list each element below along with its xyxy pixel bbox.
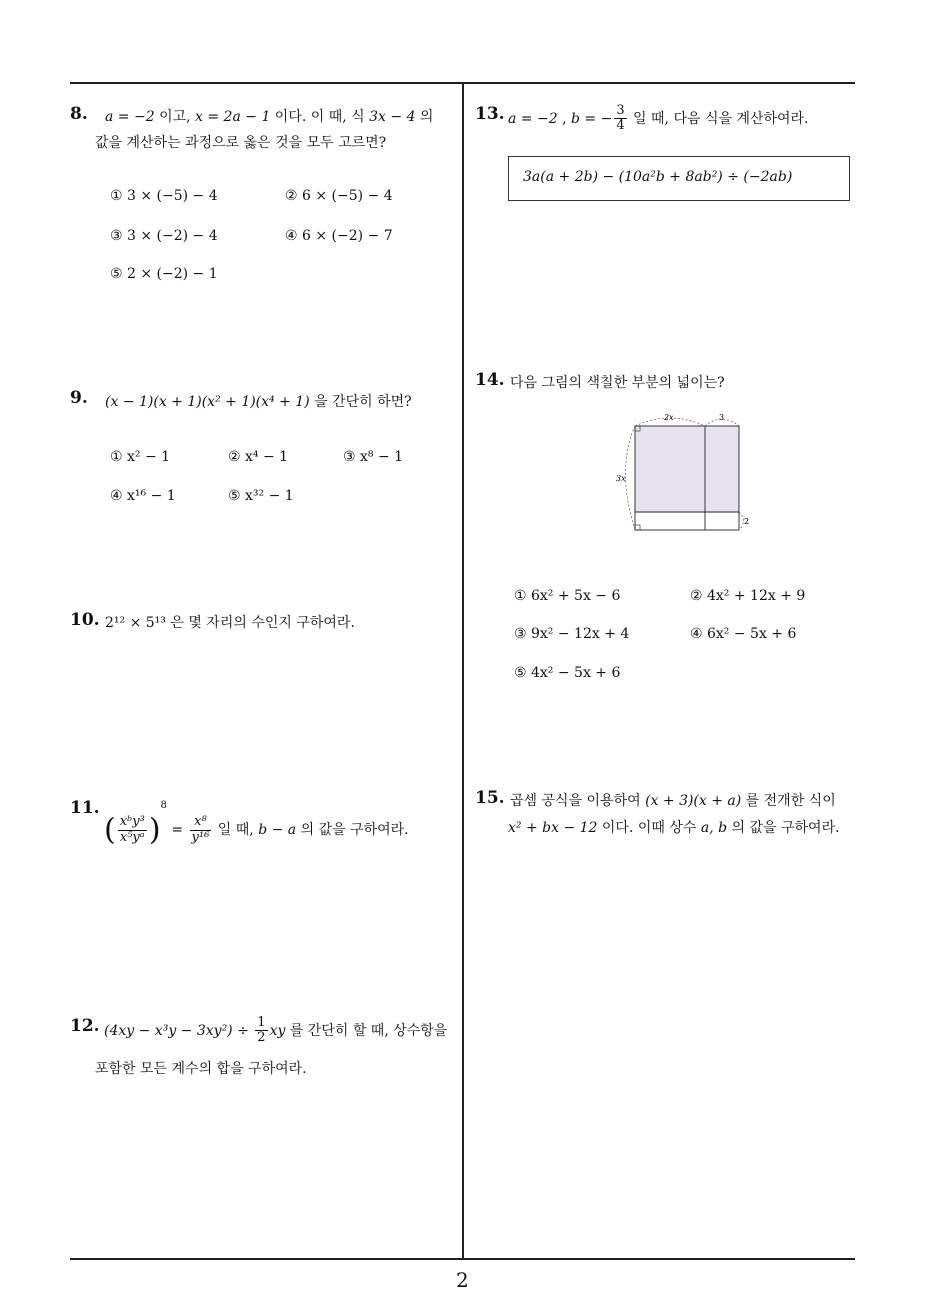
corner-mark xyxy=(635,525,640,530)
option-1[interactable]: ① 3 × (−5) − 4 xyxy=(110,188,218,204)
option-3[interactable]: ③ 9x² − 12x + 4 xyxy=(514,626,630,642)
boxed-expression: 3a(a + 2b) − (10a²b + 8ab²) ÷ (−2ab) xyxy=(523,169,793,185)
brace-right xyxy=(739,512,744,530)
question-number: 11. xyxy=(70,798,100,818)
question-text-line-1: (4xy − x³y − 3xy²) ÷ $\frac{1}{2}$ xy 를 간단히 할 때, 상수항을 xyxy=(104,1015,448,1046)
question-number: 14. xyxy=(475,370,505,390)
label-3x: 3x xyxy=(616,474,626,483)
expression-box xyxy=(508,156,850,201)
question-number: 12. xyxy=(70,1016,100,1036)
label-2x: 2x xyxy=(664,413,674,422)
option-4[interactable]: ④ x¹⁶ − 1 xyxy=(110,488,176,504)
question-text: a = −2 , b = − $\frac{3}{4}$ 일 때, 다음 식을 계산하여라. xyxy=(508,103,809,134)
question-text: 다음 그림의 색칠한 부분의 넓이는? xyxy=(510,375,725,391)
question-text-line-2: 값을 계산하는 과정으로 옳은 것을 모두 고르면? xyxy=(95,135,387,151)
question-number: 10. xyxy=(70,610,100,630)
question-text-line-2: x² + bx − 12 이다. 이때 상수 a, b 의 값을 구하여라. xyxy=(508,820,840,836)
option-3[interactable]: ③ 3 × (−2) − 4 xyxy=(110,228,218,244)
question-number: 13. xyxy=(475,104,505,124)
option-5[interactable]: ⑤ 2 × (−2) − 1 xyxy=(110,266,218,282)
question-text: ( $\frac{\text{xᵇy³}}{\text{x⁵yᵃ}}$ )$^8$ = $\frac{\text{x⁸}}{\text{y¹⁶}}$ 일 때, b − a 의 값을 구하여라. xyxy=(104,800,409,848)
option-1[interactable]: ① 6x² + 5x − 6 xyxy=(514,588,621,604)
page-number: 2 xyxy=(456,1268,469,1292)
brace-left xyxy=(626,426,636,530)
option-4[interactable]: ④ 6 × (−2) − 7 xyxy=(285,228,393,244)
figure-rectangle xyxy=(612,408,752,533)
option-2[interactable]: ② 4x² + 12x + 9 xyxy=(690,588,806,604)
question-text: (x − 1)(x + 1)(x² + 1)(x⁴ + 1) 을 간단히 하면? xyxy=(105,394,412,410)
option-5[interactable]: ⑤ 4x² − 5x + 6 xyxy=(514,665,621,681)
option-5[interactable]: ⑤ x³² − 1 xyxy=(228,488,294,504)
bottom-rule xyxy=(70,1258,855,1260)
question-number: 8. xyxy=(70,104,88,124)
question-text-line-1: a = −2 이고, x = 2a − 1 이다. 이 때, 식 3x − 4 의 xyxy=(105,109,434,125)
question-text-line-1: 곱셈 공식을 이용하여 (x + 3)(x + a) 를 전개한 식이 xyxy=(510,793,836,809)
option-2[interactable]: ② 6 × (−5) − 4 xyxy=(285,188,393,204)
question-text: 2¹² × 5¹³ 은 몇 자리의 수인지 구하여라. xyxy=(105,615,355,631)
label-3: 3 xyxy=(719,413,725,422)
option-4[interactable]: ④ 6x² − 5x + 6 xyxy=(690,626,797,642)
shaded-region xyxy=(635,426,739,512)
question-number: 9. xyxy=(70,388,88,408)
option-3[interactable]: ③ x⁸ − 1 xyxy=(343,449,404,465)
column-divider xyxy=(462,82,464,1259)
question-text-line-2: 포함한 모든 계수의 합을 구하여라. xyxy=(95,1061,307,1077)
option-2[interactable]: ② x⁴ − 1 xyxy=(228,449,289,465)
label-2: 2 xyxy=(744,517,750,526)
option-1[interactable]: ① x² − 1 xyxy=(110,449,171,465)
question-number: 15. xyxy=(475,788,505,808)
